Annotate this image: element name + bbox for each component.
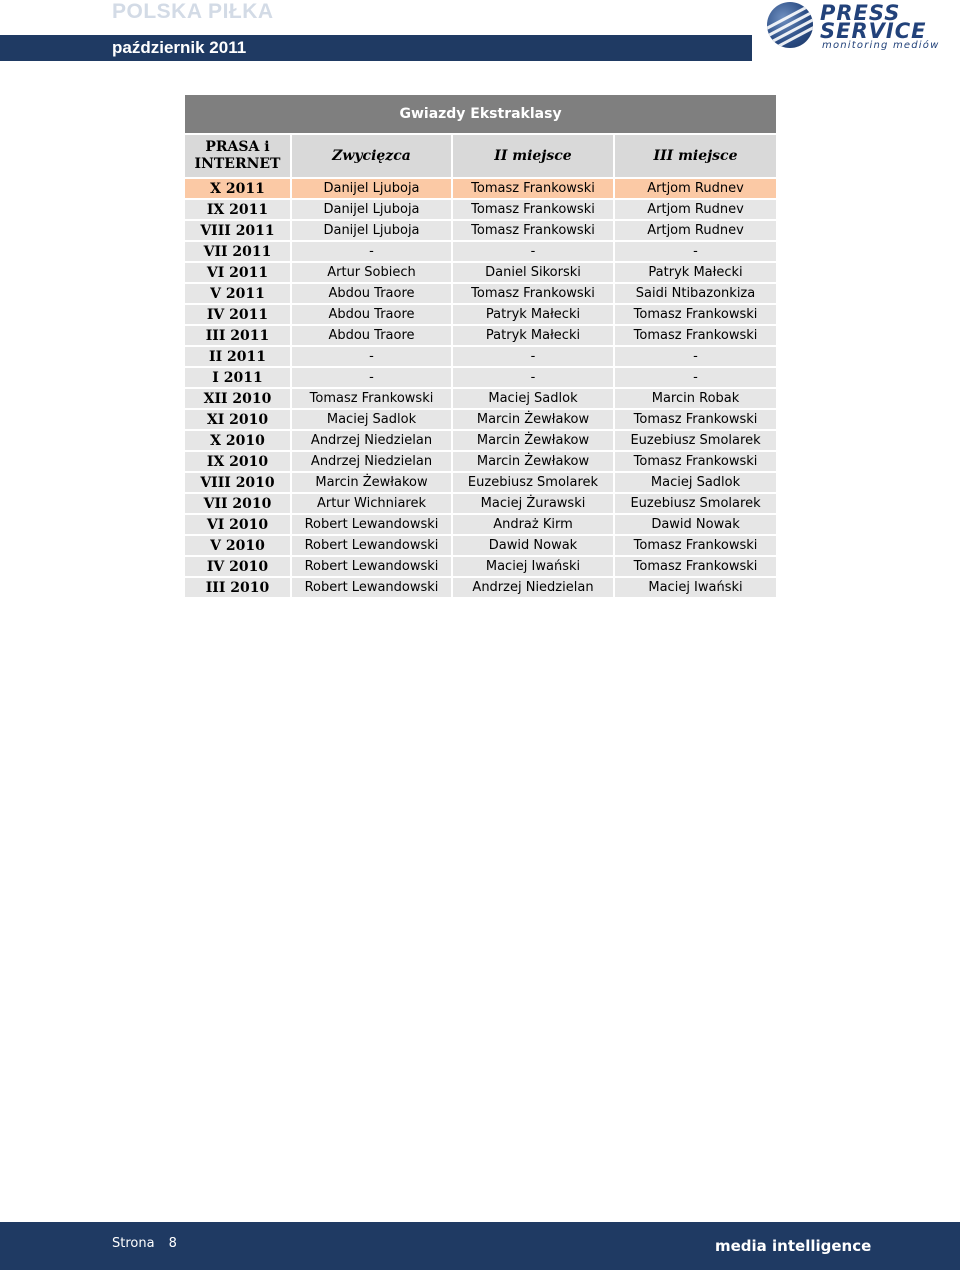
table-row	[185, 304, 776, 325]
cell-second: Patryk Małecki	[452, 325, 614, 346]
page-section-title: POLSKA PIŁKA	[112, 0, 274, 23]
cell-winner: Robert Lewandowski	[291, 556, 452, 577]
cell-third: Artjom Rudnev	[614, 220, 776, 241]
ekstraklasa-stars-table	[185, 95, 776, 597]
cell-second: Dawid Nowak	[452, 535, 614, 556]
cell-winner: Tomasz Frankowski	[291, 388, 452, 409]
cell-third: Tomasz Frankowski	[614, 409, 776, 430]
cell-third: Patryk Małecki	[614, 262, 776, 283]
logo-globe-icon	[767, 2, 813, 48]
cell-second: Tomasz Frankowski	[452, 178, 614, 199]
table-row	[185, 493, 776, 514]
table-row	[185, 577, 776, 597]
cell-second: Andrzej Niedzielan	[452, 577, 614, 597]
table-row	[185, 556, 776, 577]
cell-winner: Maciej Sadlok	[291, 409, 452, 430]
cell-period: X 2011	[185, 178, 291, 199]
cell-winner: Robert Lewandowski	[291, 535, 452, 556]
cell-period: V 2011	[185, 283, 291, 304]
cell-second: Tomasz Frankowski	[452, 220, 614, 241]
cell-period: III 2010	[185, 577, 291, 597]
cell-second: Maciej Sadlok	[452, 388, 614, 409]
table-row	[185, 430, 776, 451]
cell-third: -	[614, 241, 776, 262]
cell-second: -	[452, 367, 614, 388]
cell-period: VI 2010	[185, 514, 291, 535]
table-row	[185, 535, 776, 556]
table-row	[185, 220, 776, 241]
cell-third: Dawid Nowak	[614, 514, 776, 535]
cell-winner: Robert Lewandowski	[291, 577, 452, 597]
cell-second: Marcin Żewłakow	[452, 430, 614, 451]
cell-second: Maciej Iwański	[452, 556, 614, 577]
column-header-third: III miejsce	[614, 134, 776, 178]
cell-third: Tomasz Frankowski	[614, 304, 776, 325]
cell-winner: Andrzej Niedzielan	[291, 451, 452, 472]
table-row	[185, 388, 776, 409]
table-row	[185, 472, 776, 493]
cell-winner: Abdou Traore	[291, 325, 452, 346]
cell-third: Artjom Rudnev	[614, 178, 776, 199]
table-row	[185, 514, 776, 535]
table-row	[185, 409, 776, 430]
table-header-row	[185, 134, 776, 178]
cell-second: Tomasz Frankowski	[452, 283, 614, 304]
table-row	[185, 346, 776, 367]
cell-period: X 2010	[185, 430, 291, 451]
cell-third: Euzebiusz Smolarek	[614, 430, 776, 451]
logo-text-service: SERVICE	[820, 19, 927, 43]
table-row	[185, 262, 776, 283]
cell-period: V 2010	[185, 535, 291, 556]
cell-third: Tomasz Frankowski	[614, 451, 776, 472]
table-row	[185, 451, 776, 472]
table-row	[185, 283, 776, 304]
cell-second: Maciej Żurawski	[452, 493, 614, 514]
column-header-second: II miejsce	[452, 134, 614, 178]
cell-period: XII 2010	[185, 388, 291, 409]
issue-date: październik 2011	[112, 38, 247, 57]
cell-third: Maciej Iwański	[614, 577, 776, 597]
cell-third: Saidi Ntibazonkiza	[614, 283, 776, 304]
cell-third: Tomasz Frankowski	[614, 556, 776, 577]
logo-text-press: PRESS	[820, 1, 901, 25]
cell-third: Euzebiusz Smolarek	[614, 493, 776, 514]
cell-period: III 2011	[185, 325, 291, 346]
cell-second: -	[452, 241, 614, 262]
table-row	[185, 367, 776, 388]
press-service-logo	[764, 0, 954, 52]
cell-period: VIII 2011	[185, 220, 291, 241]
page-number-value: 8	[168, 1236, 177, 1251]
cell-period: IV 2010	[185, 556, 291, 577]
cell-winner: -	[291, 367, 452, 388]
cell-period: IX 2011	[185, 199, 291, 220]
cell-winner: Abdou Traore	[291, 283, 452, 304]
cell-third: Maciej Sadlok	[614, 472, 776, 493]
footer-tagline: media intelligence	[715, 1237, 872, 1255]
table-row	[185, 325, 776, 346]
column-header-winner: Zwycięzca	[291, 134, 452, 178]
table-row	[185, 199, 776, 220]
cell-second: Tomasz Frankowski	[452, 199, 614, 220]
cell-third: Marcin Robak	[614, 388, 776, 409]
cell-third: -	[614, 367, 776, 388]
cell-third: Tomasz Frankowski	[614, 325, 776, 346]
cell-period: XI 2010	[185, 409, 291, 430]
cell-second: -	[452, 346, 614, 367]
cell-winner: Danijel Ljuboja	[291, 220, 452, 241]
cell-period: IV 2011	[185, 304, 291, 325]
cell-period: VI 2011	[185, 262, 291, 283]
cell-winner: -	[291, 241, 452, 262]
cell-period: VII 2011	[185, 241, 291, 262]
cell-winner: Robert Lewandowski	[291, 514, 452, 535]
cell-second: Andraż Kirm	[452, 514, 614, 535]
column-header-period: PRASA i INTERNET	[185, 134, 291, 178]
cell-third: Artjom Rudnev	[614, 199, 776, 220]
cell-period: VIII 2010	[185, 472, 291, 493]
cell-period: IX 2010	[185, 451, 291, 472]
table-row	[185, 178, 776, 199]
cell-period: II 2011	[185, 346, 291, 367]
cell-winner: Andrzej Niedzielan	[291, 430, 452, 451]
cell-winner: Danijel Ljuboja	[291, 178, 452, 199]
cell-winner: Danijel Ljuboja	[291, 199, 452, 220]
cell-second: Euzebiusz Smolarek	[452, 472, 614, 493]
cell-winner: Marcin Żewłakow	[291, 472, 452, 493]
logo-subtitle: monitoring mediów	[822, 40, 940, 51]
page-number	[112, 1222, 177, 1270]
cell-period: I 2011	[185, 367, 291, 388]
cell-winner: Artur Sobiech	[291, 262, 452, 283]
cell-winner: -	[291, 346, 452, 367]
cell-second: Marcin Żewłakow	[452, 409, 614, 430]
cell-third: -	[614, 346, 776, 367]
table-title: Gwiazdy Ekstraklasy	[185, 95, 776, 134]
page-label: Strona	[112, 1236, 155, 1251]
cell-second: Marcin Żewłakow	[452, 451, 614, 472]
cell-third: Tomasz Frankowski	[614, 535, 776, 556]
cell-second: Daniel Sikorski	[452, 262, 614, 283]
cell-period: VII 2010	[185, 493, 291, 514]
cell-second: Patryk Małecki	[452, 304, 614, 325]
table-row	[185, 241, 776, 262]
cell-winner: Artur Wichniarek	[291, 493, 452, 514]
cell-winner: Abdou Traore	[291, 304, 452, 325]
